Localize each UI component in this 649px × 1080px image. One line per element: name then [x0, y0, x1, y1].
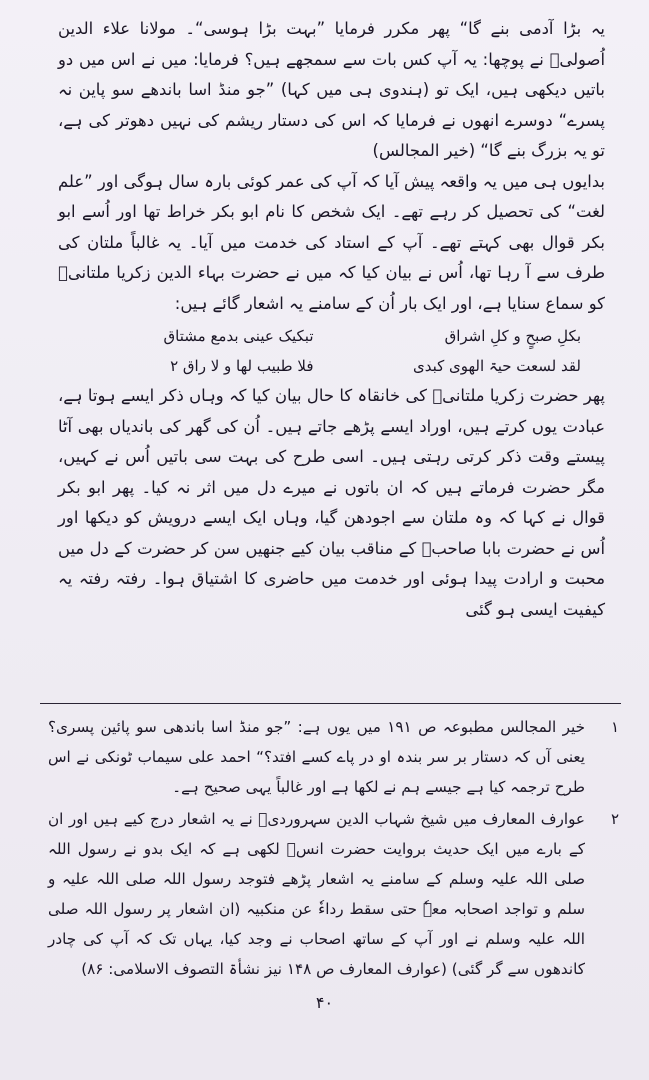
main-text [58, 14, 605, 625]
footnote-number: ۲ [610, 810, 619, 828]
poem-line-2b: فلا طبیب لھا و لا راق ۲ [170, 357, 314, 375]
poem-line-1a: بکلِ صبحٍ و کلِ اشراق [444, 327, 581, 345]
footnote-divider [40, 703, 621, 704]
paragraph-1: یہ بڑا آدمی بنے گا“ پھر مکرر فرمایا ”بہت بڑا ہوسی“۔ مولانا علاء الدین اُصولیؒ نے پوچھا: یہ آپ کس بات سے سمجھے ہیں؟ فرمایا: میں نے اس میں دو باتیں دیکھی ہیں، ایک تو (ہندوی ہی میں کہا) ”جو منڈ اسا باندھے سو پاین نہ پسرے“ دوسرے انھوں نے فرمایا کہ اس کی دستار ریشم کی نہیں دھوتر کی ہے، تو یہ بزرگ بنے گا“ (خیر المجالس) [58, 19, 605, 160]
footnote-text: خیر المجالس مطبوعہ ص ۱۹۱ میں یوں ہے: ”جو منڈ اسا باندھی سو پائین پسری؟ یعنی آں کہ دستار بر سر بندہ او در پاے کسے افتد؟“ احمد علی سیماب ٹونکی نے اس طرح ترجمہ کیا ہے جیسے ہم نے لکھا ہے اور غالباً یہی صحیح ہے۔ [48, 718, 585, 796]
page-number: ۴۰ [315, 993, 334, 1012]
footnote-1 [48, 712, 619, 802]
footnote-number: ۱ [610, 718, 619, 736]
footnotes [48, 712, 619, 986]
footnote-2 [48, 804, 619, 984]
poem-line-1b: تبکیک عینی بدمع مشتاق [163, 327, 314, 345]
paragraph-2: بدایوں ہی میں یہ واقعہ پیش آیا کہ آپ کی عمر کوئی بارہ سال ہوگی اور ”علم لغت“ کی تحصیل کر رہے تھے۔ ایک شخص کا نام ابو بکر خراط تھا اور اُسے ابو بکر قوال بھی کہتے تھے۔ آپ کے استاد کی خدمت میں آیا۔ یہ غالباً ملتان کی طرف سے آ رہا تھا، اُس نے بیان کیا کہ میں نے حضرت بہاء الدین زکریا ملتانیؒ کو سماع سنایا ہے، اور ایک بار اُن کے سامنے یہ اشعار گائے ہیں: [58, 171, 605, 313]
poem-line-2a: لقد لسعت حیۃ الھوی کبدی [412, 357, 581, 375]
paragraph-3: پھر حضرت زکریا ملتانیؒ کی خانقاہ کا حال بیان کیا کہ وہاں ذکر ایسے ہوتا ہے، عبادت یوں کرتے ہیں، اوراد ایسے پڑھے جاتے ہیں۔ اُن کی گھر کی باندیاں بھی آٹا پیستے وقت ذکر کرتی رہتی ہیں۔ اسی طرح کی بہت سی باتیں اُس نے کہیں، مگر حضرت فرماتے ہیں کہ ان باتوں نے میرے دل میں اثر نہ کیا۔ پھر ابو بکر قوال نے کہا کہ وہ ملتان سے اجودھن گیا، وہاں ایک ایسے درویش کو دیکھا اور اُس نے حضرت بابا صاحبؒ کے مناقب بیان کیے جنھیں سن کر حضرت کے دل میں محبت و ارادت پیدا ہوئی اور خدمت میں حاضری کا اشتیاق ہوا۔ رفتہ رفتہ یہ کیفیت ایسی ہو گئی [58, 386, 605, 619]
footnote-text: عوارف المعارف میں شیخ شہاب الدین سہروردیؒ نے یہ اشعار درج کیے ہیں اور ان کے بارے میں ایک حدیث بروایت حضرت انسؓ لکھی ہے کہ ایک بدو نے رسول اللہ صلی اللہ علیہ وسلم کے سامنے یہ اشعار پڑھے فتوجد رسول اللہ صلی اللہ علیہ و سلم و تواجد اصحابہ معہٗ حتی سقط رداءٗ عن منکبیہ (ان اشعار پر رسول اللہ صلی اللہ علیہ وسلم نے اور آپ کے ساتھ اصحاب نے وجد کیا، یہاں تک کہ آپ کی چادر کاندھوں سے گر گئی) (عوارف المعارف ص ۱۴۸ نیز نشأۃ التصوف الاسلامی: ۸۶) [48, 810, 585, 978]
arabic-poem [82, 321, 581, 381]
